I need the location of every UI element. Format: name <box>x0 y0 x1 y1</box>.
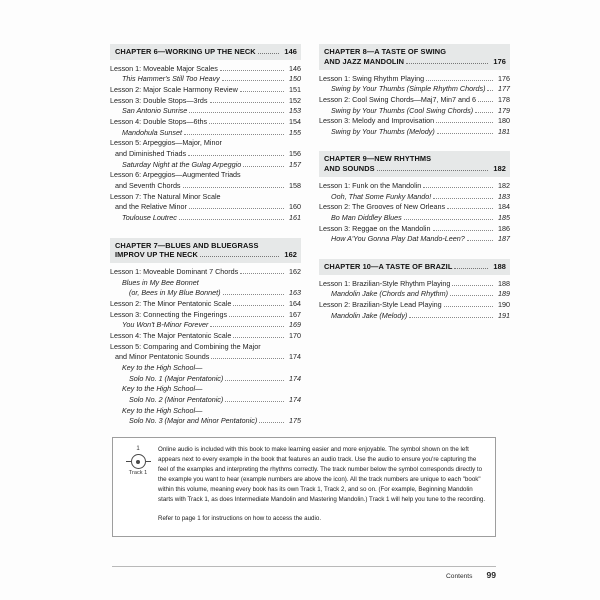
toc-entry-page: 175 <box>289 416 301 426</box>
toc-entry[interactable] <box>319 74 510 85</box>
dot-leader <box>233 305 284 306</box>
toc-entry-label: Key to the High School— <box>122 405 203 415</box>
toc-entry-label: Lesson 3: Reggae on the Mandolin <box>319 223 431 233</box>
toc-entry-page: 176 <box>498 73 510 83</box>
toc-entry-label: Key to the High School— <box>122 363 203 373</box>
footer-page-number: 99 <box>486 570 496 580</box>
toc-entry[interactable] <box>110 106 301 117</box>
toc-entry-page: 182 <box>498 181 510 190</box>
toc-entry-label: You Won't B-Minor Forever <box>122 320 209 330</box>
toc-entry-page: 155 <box>289 127 301 137</box>
toc-entry-page: 153 <box>289 106 301 116</box>
right-column <box>319 44 510 321</box>
toc-entry[interactable] <box>110 128 301 139</box>
toc-entry-label: Mandolin Jake (Chords and Rhythm) <box>331 289 449 299</box>
audio-icon-group <box>120 445 156 529</box>
toc-entry[interactable] <box>319 84 510 95</box>
toc-entry-label: Lesson 3: Connecting the Fingerings <box>110 309 228 319</box>
toc-entry-label: Lesson 5: Arpeggios—Major, Minor <box>110 138 222 148</box>
toc-entry-page: 151 <box>289 85 301 95</box>
toc-entry-label: Lesson 2: Major Scale Harmony Review <box>110 85 238 95</box>
toc-entry[interactable] <box>110 117 301 128</box>
toc-entry-page: 188 <box>498 278 510 288</box>
chapter-title-text: IMPROV UP THE NECK <box>115 250 198 260</box>
dot-leader <box>409 317 493 318</box>
toc-entry-label: Lesson 7: The Natural Minor Scale <box>110 191 221 201</box>
toc-entry-label: Lesson 5: Comparing and Combining the Major <box>110 341 261 351</box>
toc-entry-label: Saturday Night at the Gulag Arpeggio <box>122 159 242 169</box>
toc-entry-page: 152 <box>289 95 301 105</box>
dot-leader <box>406 63 488 64</box>
audio-disc-icon <box>126 454 151 469</box>
toc-entry-label: How A'You Gonna Play Dat Mando-Leen? <box>331 234 465 244</box>
toc-entry[interactable] <box>110 149 301 160</box>
toc-entry-page: 187 <box>498 234 510 244</box>
dot-leader <box>426 80 493 81</box>
dot-leader <box>189 208 284 209</box>
audio-note-paragraph-2: Refer to page 1 for instructions on how to access the audio. <box>158 515 322 523</box>
toc-entry-label: Lesson 2: Cool Swing Chords—Maj7, Min7 and 6 <box>319 94 477 104</box>
toc-entry[interactable] <box>110 160 301 171</box>
toc-entry-label: Lesson 1: Moveable Dominant 7 Chords <box>110 267 239 277</box>
dot-leader <box>258 53 279 54</box>
chapter-header[interactable] <box>110 238 301 264</box>
toc-entry[interactable] <box>110 74 301 85</box>
toc-entry-page: 177 <box>498 84 510 94</box>
section-spacer <box>319 245 510 259</box>
toc-entry[interactable] <box>319 300 510 311</box>
dot-leader <box>436 122 493 123</box>
toc-entry-label: and the Relative Minor <box>115 202 187 212</box>
dot-leader <box>444 306 493 307</box>
toc-entry-page: 158 <box>289 180 301 190</box>
dot-leader <box>188 155 284 156</box>
dot-leader <box>240 273 284 274</box>
toc-entry[interactable] <box>319 213 510 224</box>
toc-entry-label: Lesson 3: Melody and Improvisation <box>319 116 435 126</box>
toc-entry-page: 162 <box>289 267 301 277</box>
dot-leader <box>433 198 493 199</box>
dot-leader <box>233 337 284 338</box>
dot-leader <box>447 208 493 209</box>
toc-entry-page: 154 <box>289 117 301 127</box>
toc-columns <box>110 44 510 427</box>
toc-entry[interactable] <box>319 116 510 127</box>
toc-entry-page: 160 <box>289 202 301 212</box>
toc-entry[interactable] <box>319 311 510 322</box>
toc-entry[interactable] <box>110 85 301 96</box>
toc-entry[interactable] <box>319 202 510 213</box>
toc-entry-label: Lesson 4: Double Stops—6ths <box>110 117 208 127</box>
dot-leader <box>211 358 284 359</box>
page-footer <box>112 570 496 580</box>
chapter-title-line <box>324 164 506 174</box>
dot-leader <box>377 170 488 171</box>
audio-note-box <box>112 437 496 537</box>
dot-leader <box>423 187 493 188</box>
toc-entry-label: Lesson 2: The Grooves of New Orleans <box>319 202 446 212</box>
toc-entry[interactable] <box>110 395 301 406</box>
dot-leader <box>209 123 284 124</box>
toc-entry-page: 190 <box>498 300 510 310</box>
toc-entry-label: Mandolin Jake (Melody) <box>331 310 408 320</box>
dot-leader <box>259 422 284 423</box>
toc-entry-label: Lesson 2: Brazilian-Style Lead Playing <box>319 300 442 310</box>
dot-leader <box>179 219 284 220</box>
toc-entry-page: 185 <box>498 212 510 222</box>
chapter-title-text: CHAPTER 9—NEW RHYTHMS <box>324 154 432 164</box>
toc-entry-label: Lesson 6: Arpeggios—Augmented Triads <box>110 170 241 180</box>
toc-entry-page: 191 <box>498 310 510 320</box>
toc-entry-page: 181 <box>498 126 510 136</box>
chapter-title-line <box>324 57 506 67</box>
toc-entry-page: 164 <box>289 299 301 309</box>
toc-entry[interactable] <box>110 288 301 299</box>
toc-entry-label: Mandohula Sunset <box>122 127 182 137</box>
dot-leader <box>452 285 493 286</box>
audio-note-text <box>156 445 486 529</box>
chapter-title-line <box>324 47 506 57</box>
toc-entry[interactable] <box>110 310 301 321</box>
toc-entry-label: Lesson 4: The Major Pentatonic Scale <box>110 331 232 341</box>
toc-entry[interactable] <box>110 192 301 203</box>
left-column <box>110 44 301 427</box>
audio-note-paragraph-1: Online audio is included with this book to make learning easier and more enjoyable. The symbol shown on the left appears next to every example in the book that features an audio track. Use the audio to ensure you're capturing the feel of the examples and interpreting the rhythms correctly. The track number below the symbol corresponds directly to the example you want to hear (example numbers are above the icon). All the track numbers are unique to each "book" within this volume, meaning every book has its own Track 1, Track 2, and so on. (For example, Beginning Mandolin starts with Track 1, as does Intermediate Mandolin and Mastering Mandolin.) Track 1 will help you tune to the recording. <box>158 446 486 504</box>
toc-entry-page: 180 <box>498 116 510 126</box>
toc-entry[interactable] <box>319 224 510 235</box>
toc-entry[interactable] <box>110 96 301 107</box>
toc-entry[interactable] <box>110 363 301 374</box>
toc-entry-label: Bo Man Diddley Blues <box>331 212 402 222</box>
toc-entry[interactable] <box>319 192 510 203</box>
dot-leader <box>183 187 284 188</box>
dot-leader <box>433 230 494 231</box>
dot-leader <box>475 112 493 113</box>
toc-entry-label: and Minor Pentatonic Sounds <box>115 352 210 362</box>
dot-leader <box>243 166 284 167</box>
toc-entry-label: Swing by Your Thumbs (Simple Rhythm Chords) <box>331 84 486 94</box>
toc-entry-label: (or, Bees in My Blue Bonnet) <box>129 288 221 298</box>
dot-leader <box>225 380 284 381</box>
toc-entry-page: 161 <box>289 212 301 222</box>
footer-label: Contents <box>446 573 473 580</box>
toc-entry[interactable] <box>319 289 510 300</box>
toc-entry-label: Lesson 1: Swing Rhythm Playing <box>319 73 425 83</box>
dot-leader <box>240 91 284 92</box>
toc-entry-page: 167 <box>289 309 301 319</box>
toc-entry[interactable] <box>110 278 301 289</box>
audio-example-number: 1 <box>136 446 140 452</box>
chapter-page-number: 182 <box>493 164 506 174</box>
toc-entry-label: Solo No. 1 (Major Pentatonic) <box>129 373 224 383</box>
dot-leader <box>220 70 284 71</box>
toc-entry-page: 163 <box>289 288 301 298</box>
chapter-page-number: 146 <box>284 47 297 56</box>
toc-entry-label: Ooh, That Some Funky Mando! <box>331 191 432 201</box>
dot-leader <box>450 295 493 296</box>
toc-entry[interactable] <box>110 374 301 385</box>
chapter-page-number: 188 <box>493 261 506 271</box>
toc-entry-label: Toulouse Loutrec <box>122 212 177 222</box>
chapter-title-line <box>115 250 297 260</box>
toc-entry[interactable] <box>110 331 301 342</box>
section-spacer <box>319 137 510 151</box>
toc-entry-page: 174 <box>289 352 301 362</box>
toc-entry-label: and Seventh Chords <box>115 180 181 190</box>
toc-entry-page: 170 <box>289 331 301 341</box>
toc-entry-page: 169 <box>289 320 301 330</box>
toc-entry-label: Key to the High School— <box>122 384 203 394</box>
toc-entry-page: 186 <box>498 223 510 233</box>
footer-divider <box>112 566 496 567</box>
toc-entry[interactable] <box>319 95 510 106</box>
chapter-header[interactable] <box>319 151 510 177</box>
toc-entry[interactable] <box>110 138 301 149</box>
toc-entry-page: 174 <box>289 373 301 383</box>
toc-entry[interactable] <box>110 181 301 192</box>
toc-entry-label: Lesson 3: Double Stops—3rds <box>110 95 208 105</box>
toc-entry-page: 157 <box>289 159 301 169</box>
toc-entry[interactable] <box>110 352 301 363</box>
chapter-title-line <box>324 262 506 272</box>
chapter-title-text: CHAPTER 8—A TASTE OF SWING <box>324 47 447 56</box>
dot-leader <box>222 80 284 81</box>
toc-entry-page: 146 <box>289 63 301 73</box>
dot-leader <box>437 133 493 134</box>
toc-entry-label: Lesson 1: Brazilian-Style Rhythm Playing <box>319 278 451 288</box>
toc-entry-page: 189 <box>498 289 510 299</box>
dot-leader <box>478 101 493 102</box>
section-spacer <box>110 224 301 238</box>
chapter-page-number: 162 <box>284 250 297 260</box>
chapter-page-number: 176 <box>493 56 506 66</box>
toc-entry-label: Solo No. 3 (Major and Minor Pentatonic) <box>129 416 258 426</box>
chapter-header[interactable] <box>319 259 510 275</box>
dot-leader <box>467 240 493 241</box>
toc-entry-label: Blues in My Bee Bonnet <box>122 277 199 287</box>
dot-leader <box>229 316 284 317</box>
chapter-title-line <box>115 47 297 57</box>
chapter-title-text: CHAPTER 7—BLUES AND BLUEGRASS <box>115 240 259 250</box>
chapter-title-text: CHAPTER 10—A TASTE OF BRAZIL <box>324 261 453 271</box>
track-label: Track 1 <box>128 470 148 476</box>
toc-entry[interactable] <box>319 127 510 138</box>
toc-entry-page: 156 <box>289 149 301 159</box>
toc-entry-label: Swing by Your Thumbs (Cool Swing Chords) <box>331 105 474 115</box>
toc-entry[interactable] <box>110 202 301 213</box>
toc-entry[interactable] <box>110 384 301 395</box>
toc-entry[interactable] <box>110 170 301 181</box>
toc-entry[interactable] <box>110 342 301 353</box>
toc-entry-label: San Antonio Sunrise <box>122 106 188 116</box>
toc-entry-label: Lesson 2: The Minor Pentatonic Scale <box>110 299 232 309</box>
chapter-title-text: AND SOUNDS <box>324 164 375 174</box>
toc-entry[interactable] <box>319 106 510 117</box>
dot-leader <box>200 256 279 257</box>
chapter-title-line <box>324 154 506 164</box>
toc-entry[interactable] <box>319 279 510 290</box>
dot-leader <box>454 268 488 269</box>
toc-entry[interactable] <box>319 234 510 245</box>
toc-entry[interactable] <box>110 299 301 310</box>
toc-entry-label: and Diminished Triads <box>115 149 187 159</box>
toc-entry[interactable] <box>110 213 301 224</box>
chapter-title-text: CHAPTER 6—WORKING UP THE NECK <box>115 47 256 56</box>
dot-leader <box>487 90 493 91</box>
dot-leader <box>404 219 493 220</box>
chapter-header[interactable] <box>319 44 510 70</box>
toc-entry[interactable] <box>110 320 301 331</box>
toc-entry-label: Solo No. 2 (Minor Pentatonic) <box>129 395 224 405</box>
toc-entry-page: 150 <box>289 74 301 84</box>
toc-entry-page: 183 <box>498 191 510 201</box>
toc-entry-label: Lesson 1: Moveable Major Scales <box>110 63 218 73</box>
dot-leader <box>210 326 284 327</box>
chapter-title-line <box>115 241 297 251</box>
toc-entry-page: 179 <box>498 105 510 115</box>
dot-leader <box>210 102 285 103</box>
chapter-header[interactable] <box>110 44 301 60</box>
toc-entry-label: Lesson 1: Funk on the Mandolin <box>319 181 422 190</box>
toc-entry[interactable] <box>110 64 301 75</box>
toc-entry-label: Swing by Your Thumbs (Melody) <box>331 126 435 136</box>
toc-entry[interactable] <box>110 406 301 417</box>
toc-entry-page: 174 <box>289 395 301 405</box>
dot-leader <box>225 401 284 402</box>
toc-entry-page: 178 <box>498 94 510 104</box>
toc-entry[interactable] <box>110 267 301 278</box>
dot-leader <box>189 112 284 113</box>
toc-entry[interactable] <box>110 416 301 427</box>
toc-entry[interactable] <box>319 181 510 192</box>
dot-leader <box>223 294 285 295</box>
chapter-title-text: AND JAZZ MANDOLIN <box>324 56 405 66</box>
toc-entry-page: 184 <box>498 202 510 212</box>
toc-entry-label: This Hammer's Still Too Heavy <box>122 74 220 84</box>
dot-leader <box>184 134 284 135</box>
